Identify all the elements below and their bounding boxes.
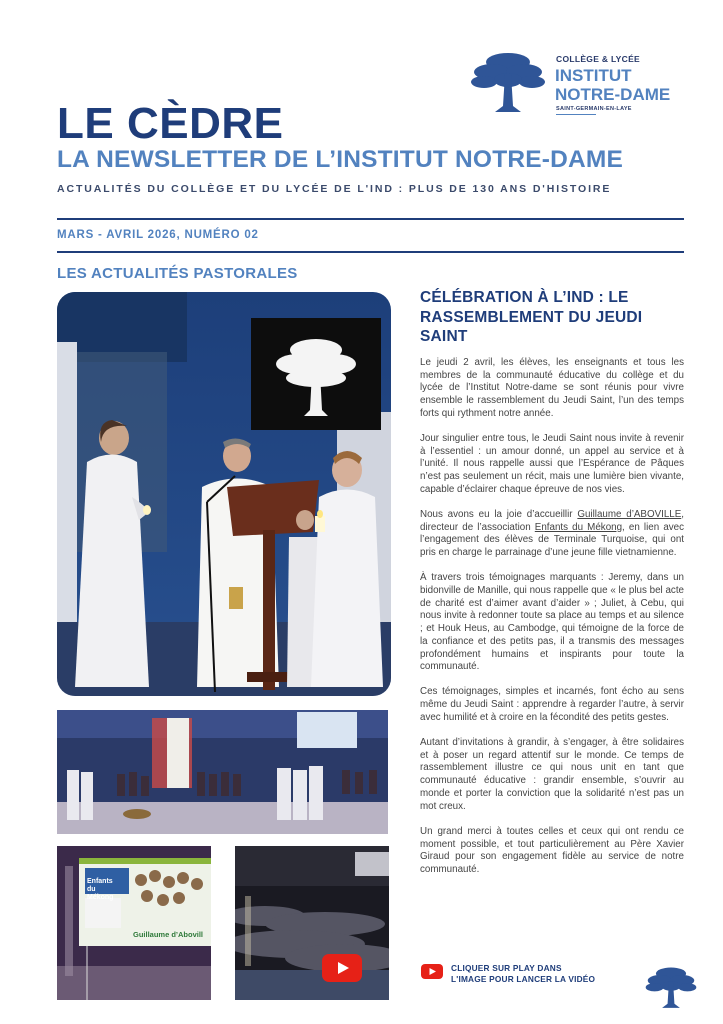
video-thumbnail[interactable] [235, 846, 389, 1000]
article-paragraph: Le jeudi 2 avril, les élèves, les enseignants et tous les membres de la communauté éducative du collège et du lycée de l’Institut Notre-dame se sont réunis pour vivre ensemble le rassemblement du Jeudi Saint, l’un des temps forts qui rythment notre année. [420, 357, 684, 419]
cta-line2: L'IMAGE POUR LANCER LA VIDÉO [451, 974, 596, 984]
video-cta [451, 963, 595, 985]
article-text: , directeur de l’association [420, 509, 684, 533]
logo-name-line1: INSTITUT [555, 66, 632, 85]
association-link[interactable]: Enfants du Mékong [534, 521, 623, 533]
article-paragraph: Un grand merci à toutes celles et ceux qui ont rendu ce moment possible, et tout particulièrement au Père Xavier Giraud pour son engagement fidèle au service de notre communauté. [420, 825, 684, 875]
youtube-play-icon [421, 964, 443, 979]
newsletter-title: LE CÈDRE [57, 99, 284, 148]
ceremony-photo [57, 292, 391, 696]
article-paragraph: Jour singulier entre tous, le Jeudi Saint nous invite à revenir à l’essentiel : un amour donné, un appel au service et à l’unité. Il nous rappelle aussi que l’Espérance de Pâques n’est pas seulement un récit, mais une lumière bien vivante, capable d’éclairer chaque épreuve de nos vies. [420, 433, 684, 495]
article-text: , en lien avec l’engagement des élèves de Terminale Turquoise, qui ont pris en charge le parrainage d’une jeune fille vietnamienne. [420, 521, 685, 559]
newsletter-subtitle: LA NEWSLETTER DE L’INSTITUT NOTRE-DAME [57, 146, 624, 173]
article-body [420, 357, 684, 889]
divider-top [57, 218, 684, 220]
newsletter-tagline: ACTUALITÉS DU COLLÈGE ET DU LYCÉE DE L'IND : PLUS DE 130 ANS D'HISTOIRE [57, 183, 612, 195]
divider-bottom [57, 251, 684, 253]
screen-title: Enfants du Mékong [87, 878, 114, 901]
screen-name: Guillaume d’Abovill [133, 930, 204, 939]
section-title: LES ACTUALITÉS PASTORALES [57, 265, 298, 282]
article-paragraph: Autant d’invitations à grandir, à s’engager, à être solidaires et à poser un regard attentif sur le monde. Ce temps de rassemblement illustre ce qui nous unit en tant que communauté éducative : grandir ensemble, s’ouvrir au monde et porter la conviction que la solidarité n’est pas un mot creux. [420, 737, 684, 812]
youtube-play-button[interactable] [322, 954, 362, 982]
cta-line1: CLIQUER SUR PLAY DANS [451, 963, 562, 973]
presentation-photo [57, 846, 211, 1000]
article-paragraph [420, 509, 684, 560]
article-headline: CÉLÉBRATION À L’IND : LE RASSEMBLEMENT DU JEUDI SAINT [420, 289, 643, 345]
logo-tree-icon [470, 48, 546, 118]
article-paragraph: Ces témoignages, simples et incarnés, font écho au sens même du Jeudi Saint : apprendre à regarder l’autre, à servir avec humilité et à croire en la fécondité des petits gestes. [420, 686, 684, 723]
article-paragraph: À travers trois témoignages marquants : Jeremy, dans un bidonville de Manille, qui nous rappelle que « le plus bel acte de charité est d’aimer avant d’aider » ; Juliet, à Cebu, qui nous invite à redonner toute sa place au temps et au silence ; et Houk Heus, au Cambodge, qui témoigne de la force de la confiance et des petits pas, il a transmis des messages profondément humains et inspirants pour toute la communauté. [420, 572, 684, 673]
assembly-photo [57, 710, 388, 834]
logo-school-type: COLLÈGE & LYCÉE [556, 54, 641, 64]
footer-tree-icon [645, 964, 697, 1012]
guest-link[interactable]: Guillaume d’ABOVILLE [577, 509, 682, 521]
issue-info: MARS - AVRIL 2026, NUMÉRO 02 [57, 229, 259, 241]
logo-location: SAINT-GERMAIN-EN-LAYE [556, 106, 632, 112]
logo-underline [556, 114, 596, 115]
article-text: Nous avons eu la joie d’accueillir [420, 509, 578, 521]
logo-name-line2: NOTRE-DAME [555, 85, 671, 104]
